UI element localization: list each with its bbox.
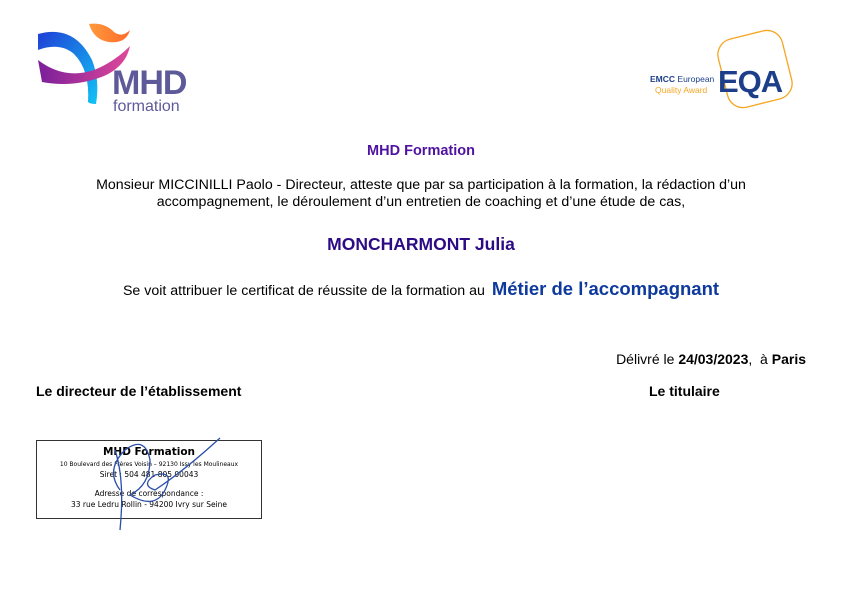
stamp-correspondence-address: 33 rue Ledru Rollin - 94200 Ivry sur Seine bbox=[70, 500, 228, 509]
mhd-formation-logo bbox=[34, 20, 194, 125]
eqa-line2: Quality Award bbox=[655, 85, 708, 95]
attestation-text: Monsieur MICCINILLI Paolo - Directeur, atteste que par sa participation à la formation, la rédaction d’un accompagnement, le déroulement d’un entretien de coaching et d’une étude de cas, bbox=[96, 177, 746, 210]
delivery-place: Paris bbox=[771, 351, 806, 367]
recipient-name: MONCHARMONT Julia bbox=[327, 234, 515, 254]
stamp-address: 10 Boulevard des Frères Voisin – 92130 Issy les Moulineaux bbox=[59, 461, 239, 468]
place-separator: , à bbox=[748, 351, 768, 367]
director-signature bbox=[95, 430, 235, 535]
emcc-eqa-logo bbox=[648, 28, 808, 113]
eqa-line1-b: European bbox=[677, 74, 715, 84]
holder-label: Le titulaire bbox=[649, 383, 720, 399]
eqa-mark: EQA bbox=[718, 64, 783, 99]
delivered-label: Délivré le bbox=[616, 351, 675, 367]
eqa-line1-a: EMCC bbox=[650, 74, 676, 84]
delivery-date: 24/03/2023 bbox=[678, 351, 749, 367]
award-statement bbox=[0, 278, 842, 300]
mhd-logo-main: MHD bbox=[112, 64, 187, 102]
delivery-line bbox=[616, 351, 806, 367]
award-text: Se voit attribuer le certificat de réussite de la formation au bbox=[122, 283, 485, 299]
course-name: Métier de l’accompagnant bbox=[491, 278, 720, 299]
stamp-siret: Siret : 504 481 805 00043 bbox=[99, 470, 199, 479]
mhd-logo-sub: formation bbox=[113, 98, 180, 115]
stamp-title: MHD Formation bbox=[102, 446, 196, 458]
director-label: Le directeur de l’établissement bbox=[36, 383, 242, 399]
organization-title: MHD Formation bbox=[367, 143, 475, 159]
stamp-correspondence-label: Adresse de correspondance : bbox=[94, 489, 204, 498]
